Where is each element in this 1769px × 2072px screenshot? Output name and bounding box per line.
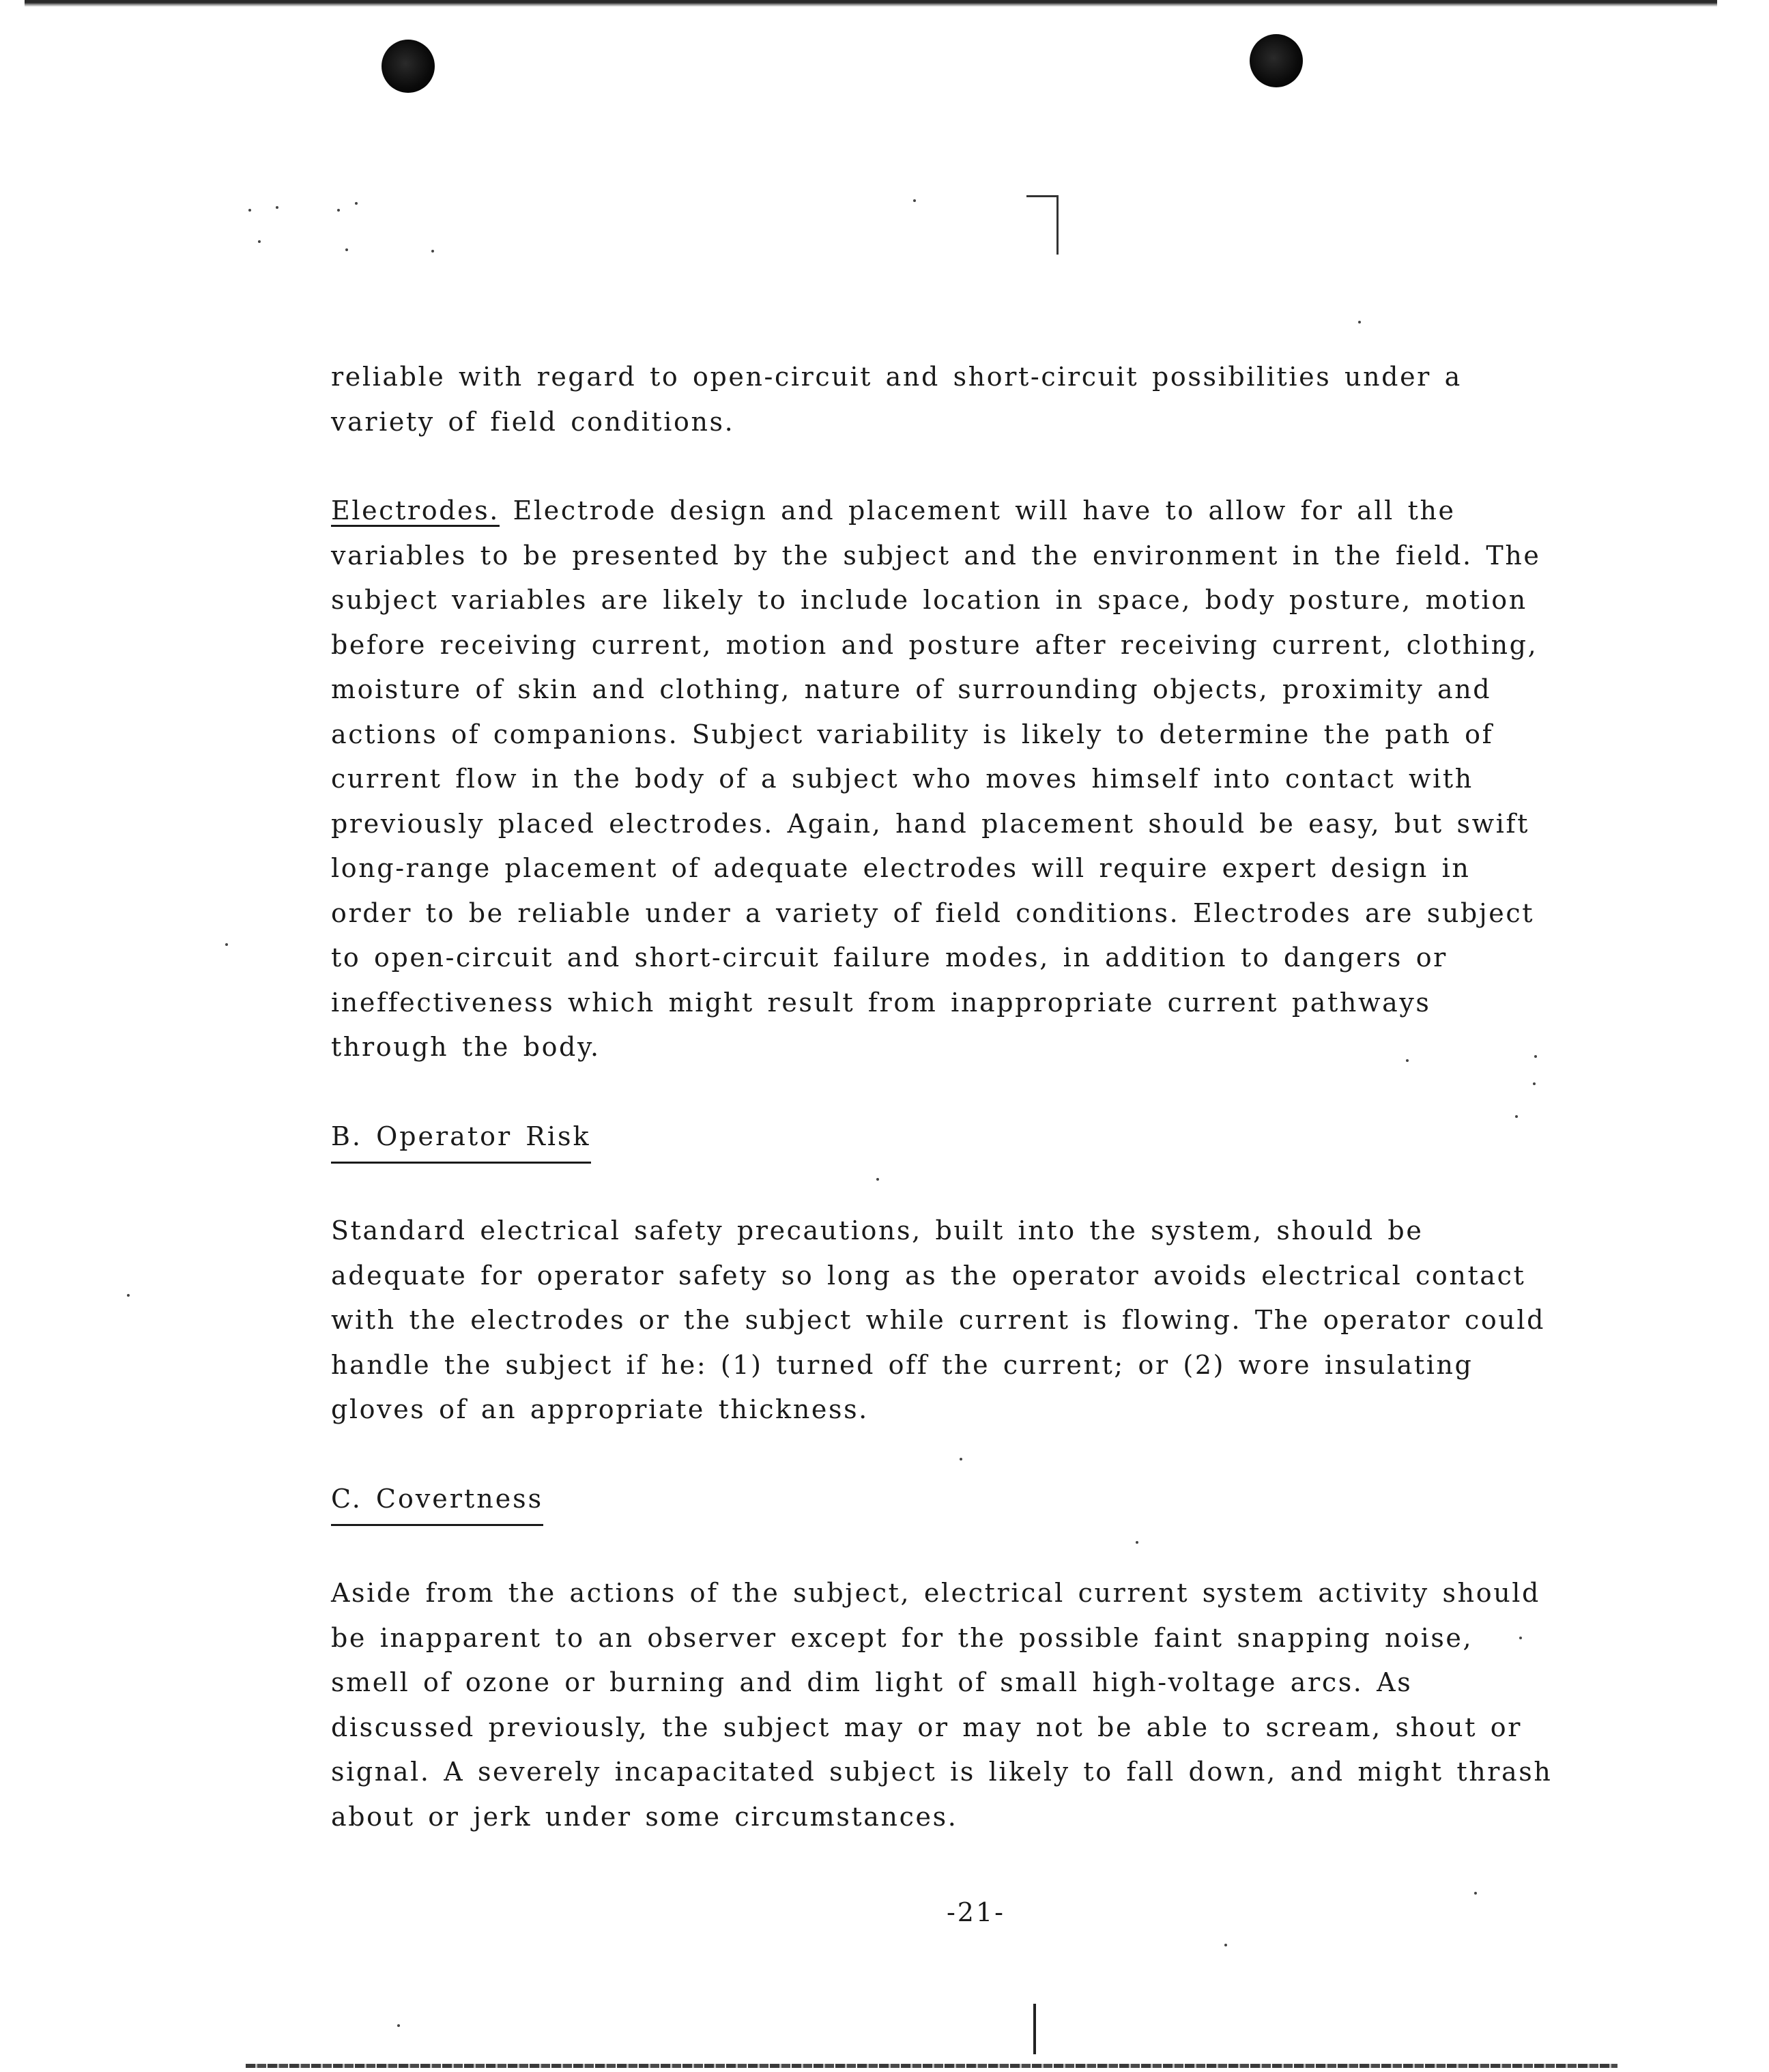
scan-speck bbox=[397, 2024, 400, 2027]
scan-speck bbox=[248, 209, 251, 212]
document-body bbox=[331, 355, 1559, 1884]
scan-speck bbox=[913, 199, 916, 202]
scan-bracket-mark bbox=[1026, 195, 1059, 255]
scan-speck bbox=[431, 250, 434, 253]
operator-risk-paragraph: Standard electrical safety precautions, built into the system, should be adequate for operator safety so long as the operator avoids electrical contact with the electrodes or the subject while current is flowing. The operator could handle the subject if he: (1) turned off the current; or (2) wore insulating gloves of an appropriate thickness. bbox=[331, 1215, 1546, 1424]
continuation-paragraph: reliable with regard to open-circuit and short-circuit possibilities under a variety of field conditions. bbox=[331, 362, 1462, 437]
scan-speck bbox=[258, 240, 261, 243]
scan-border-bottom bbox=[246, 2064, 1617, 2068]
scan-speck bbox=[1224, 1944, 1227, 1946]
electrodes-lead-term: Electrodes. bbox=[331, 495, 500, 526]
scan-speck bbox=[276, 206, 278, 209]
covertness-paragraph: Aside from the actions of the subject, electrical current system activity should be inapparent to an observer except for the possible faint snapping noise, smell of ozone or burning and dim light of small high-voltage arcs. As discussed previously, the subject may or may not be able to scream, shout or signal. A severely incapacitated subject is likely to fall down, and might thrash about or jerk under some circumstances. bbox=[331, 1578, 1553, 1832]
electrodes-paragraph bbox=[331, 489, 1559, 1070]
scan-speck bbox=[345, 248, 348, 251]
scan-speck bbox=[1358, 321, 1361, 323]
scan-speck bbox=[225, 943, 228, 946]
scan-speck bbox=[355, 202, 358, 205]
electrodes-text: Electrode design and placement will have to allow for all the variables to be presented by the subject and the environment in the field. The subject variables are likely to include location in space, body posture, motion before receiving current, motion and posture after receiving current, clothing, moisture of skin and clothing, nature of surrounding objects, proximity and actions of companions. Subject variability is likely to determine the path of current flow in the body of a subject who moves himself into contact with previously placed electrodes. Again, hand placement should be easy, but swift long-range placement of adequate electrodes will require expert design in order to be reliable under a variety of field conditions. Electrodes are subject to open-circuit and short-circuit failure modes, in addition to dangers or ineffectiveness which might result from inappropriate current pathways through the body. bbox=[331, 495, 1541, 1062]
scan-speck bbox=[1474, 1892, 1477, 1895]
punch-hole-left bbox=[382, 40, 435, 93]
scan-speck bbox=[337, 209, 340, 212]
operator-risk-heading-wrap bbox=[331, 1114, 1559, 1164]
covertness-heading-wrap bbox=[331, 1477, 1559, 1527]
punch-hole-right bbox=[1250, 34, 1303, 87]
operator-risk-heading: B. Operator Risk bbox=[331, 1114, 591, 1164]
scan-vertical-mark bbox=[1033, 2004, 1036, 2054]
scan-speck bbox=[127, 1294, 130, 1297]
covertness-heading: C. Covertness bbox=[331, 1477, 543, 1527]
scan-border-top bbox=[25, 0, 1717, 7]
page-number: -21- bbox=[946, 1897, 1006, 1927]
